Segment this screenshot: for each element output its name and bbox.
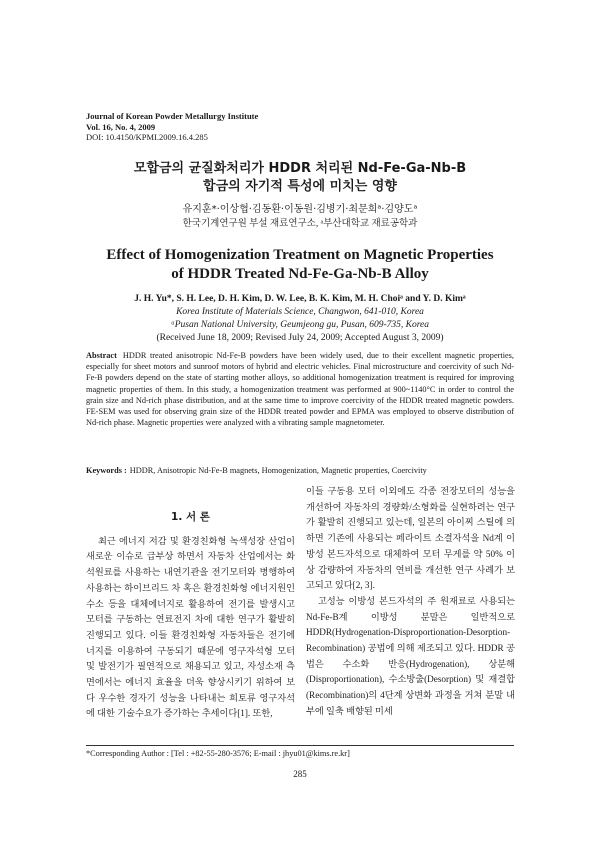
- abstract-label: Abstract: [86, 351, 117, 360]
- korean-title-line1: 모합금의 균질화처리가 HDDR 처리된 Nd-Fe-Ga-Nb-B: [133, 161, 467, 176]
- abstract-text: HDDR treated anisotropic Nd-Fe-B powders have been widely used, due to their excellent magnetic properties, especially for sheet motors and sunroof motors of hybrid and electric vehicles. Final microstructure and coercivity of such Nd-Fe-B powders depend on the state of starting mother alloys, so additional homogenization treatment is required for improving magnetic properties of them. In this study, a homogenization treatment was performed at 900~1140°C in order to control the grain size and Nd-rich phase distribution, and at the same time to improve coercivity of the HDDR treated magnetic powders. FE-SEM was used for observing grain size of the HDDR treated powder and EPMA was employed to observe distribution of Nd-rich phase. Magnetic properties were analyzed with a vibrating sample magnetometer.: [86, 351, 514, 428]
- english-title-line2: of HDDR Treated Nd-Fe-Ga-Nb-B Alloy: [171, 266, 429, 282]
- left-paragraph-1: 최근 에너지 저감 및 환경친화형 녹색성장 산업이 새로운 이슈로 급부상 하면서 자동차 산업에서는 화석원료를 사용하는 내연기관을 전기모터와 병행하여 사용하는 하이브리드 차 혹은 환경친화형 에너지원인 수소 등을 대체에너지로 활용하여 전기를 발생시고 모터를 구동하는 연료전지 차에 대한 연구가 활발히 진행되고 있다. 이들 환경친화형 자동차들은 전기에너지를 이용하여 구동되기 때문에 영구자석형 모터 및 발전기가 필연적으로 채용되고 있고, 자성소재 측면에서는 에너지 효율을 더욱 향상시키기 위하여 보다 우수한 경자기 성능을 나타내는 희토류 영구자석에 대한 기술수요가 증가하는 추세이다[1]. 또한,: [86, 535, 295, 719]
- journal-volume: Vol. 16, No. 4, 2009: [86, 121, 156, 132]
- right-column: [306, 484, 515, 720]
- received-dates: (Received June 18, 2009; Revised July 24, 2009; Accepted August 3, 2009): [156, 333, 444, 343]
- right-paragraph-2: 고성능 이방성 본드자석의 주 원재료로 사용되는 Nd-Fe-B계 이방성 분말은 일반적으로 HDDR(Hydrogenation-Disproportionation-Desorption-Recombination) 공법에 의해 제조되고 있다. HDDR 공법은 수소화 반응(Hydrogenation), 상분해(Disproportionation), 수소방출(Desorption) 및 재결합(Recombination)의 4단계 상변화 과정을 거쳐 분말 내부에 일축 배향된 미세: [306, 595, 515, 716]
- keywords: [86, 465, 514, 476]
- english-title-line1: Effect of Homogenization Treatment on Magnetic Properties: [106, 247, 494, 263]
- journal-header: [86, 111, 386, 143]
- english-affiliation: [86, 306, 514, 345]
- english-authors: J. H. Yu*, S. H. Lee, D. H. Kim, D. W. Lee, B. K. Kim, M. H. Choiᵃ and Y. D. Kimᵃ: [134, 294, 466, 304]
- korean-authors: 유지훈*·이상협·김동환·이동원·김병기·최문희ᵃ·김양도ᵃ: [182, 204, 418, 215]
- page-number: 285: [293, 769, 307, 779]
- keywords-text: HDDR, Anisotropic Nd-Fe-B magnets, Homogenization, Magnetic properties, Coercivity: [129, 466, 427, 475]
- right-paragraph-1: 이들 구동용 모터 이외에도 각종 전장모터의 성능을 개선하여 자동차의 경량화/소형화를 실현하려는 연구가 활발히 진행되고 있는데, 일본의 아이찌 스틸에 의하면 기존에 사용되는 페라이트 소결자석을 Nd계 이방성 본드자석으로 대체하여 모터 무게를 약 50% 이상 감량하여 자동차의 연비를 개선한 연구 사례가 보고되고 있다[2, 3].: [306, 486, 515, 591]
- english-title: [86, 246, 514, 284]
- affiliation-line2: ᵃPusan National University, Geumjeong gu, Pusan, 609-735, Korea: [170, 320, 430, 330]
- left-column: [86, 510, 295, 722]
- korean-affiliation: 한국기계연구원 부설 재료연구소, ᵃ부산대학교 재료공학과: [182, 219, 418, 229]
- journal-doi: DOI: 10.4150/KPMI.2009.16.4.285: [86, 132, 208, 142]
- section-heading: 1. 서 론: [171, 511, 210, 523]
- corresponding-author-footnote: *Corresponding Author : [Tel : +82-55-280-3576; E-mail : jhyu01@kims.re.kr]: [86, 749, 350, 758]
- keywords-label: Keywords :: [86, 466, 127, 475]
- korean-title-line2: 합금의 자기적 특성에 미치는 영향: [203, 179, 397, 194]
- footnote-rule: [86, 745, 514, 746]
- korean-title: [86, 160, 514, 196]
- journal-name: Journal of Korean Powder Metallurgy Institute: [86, 111, 259, 121]
- abstract: [86, 350, 514, 428]
- affiliation-line1: Korea Institute of Materials Science, Changwon, 641-010, Korea: [176, 307, 424, 317]
